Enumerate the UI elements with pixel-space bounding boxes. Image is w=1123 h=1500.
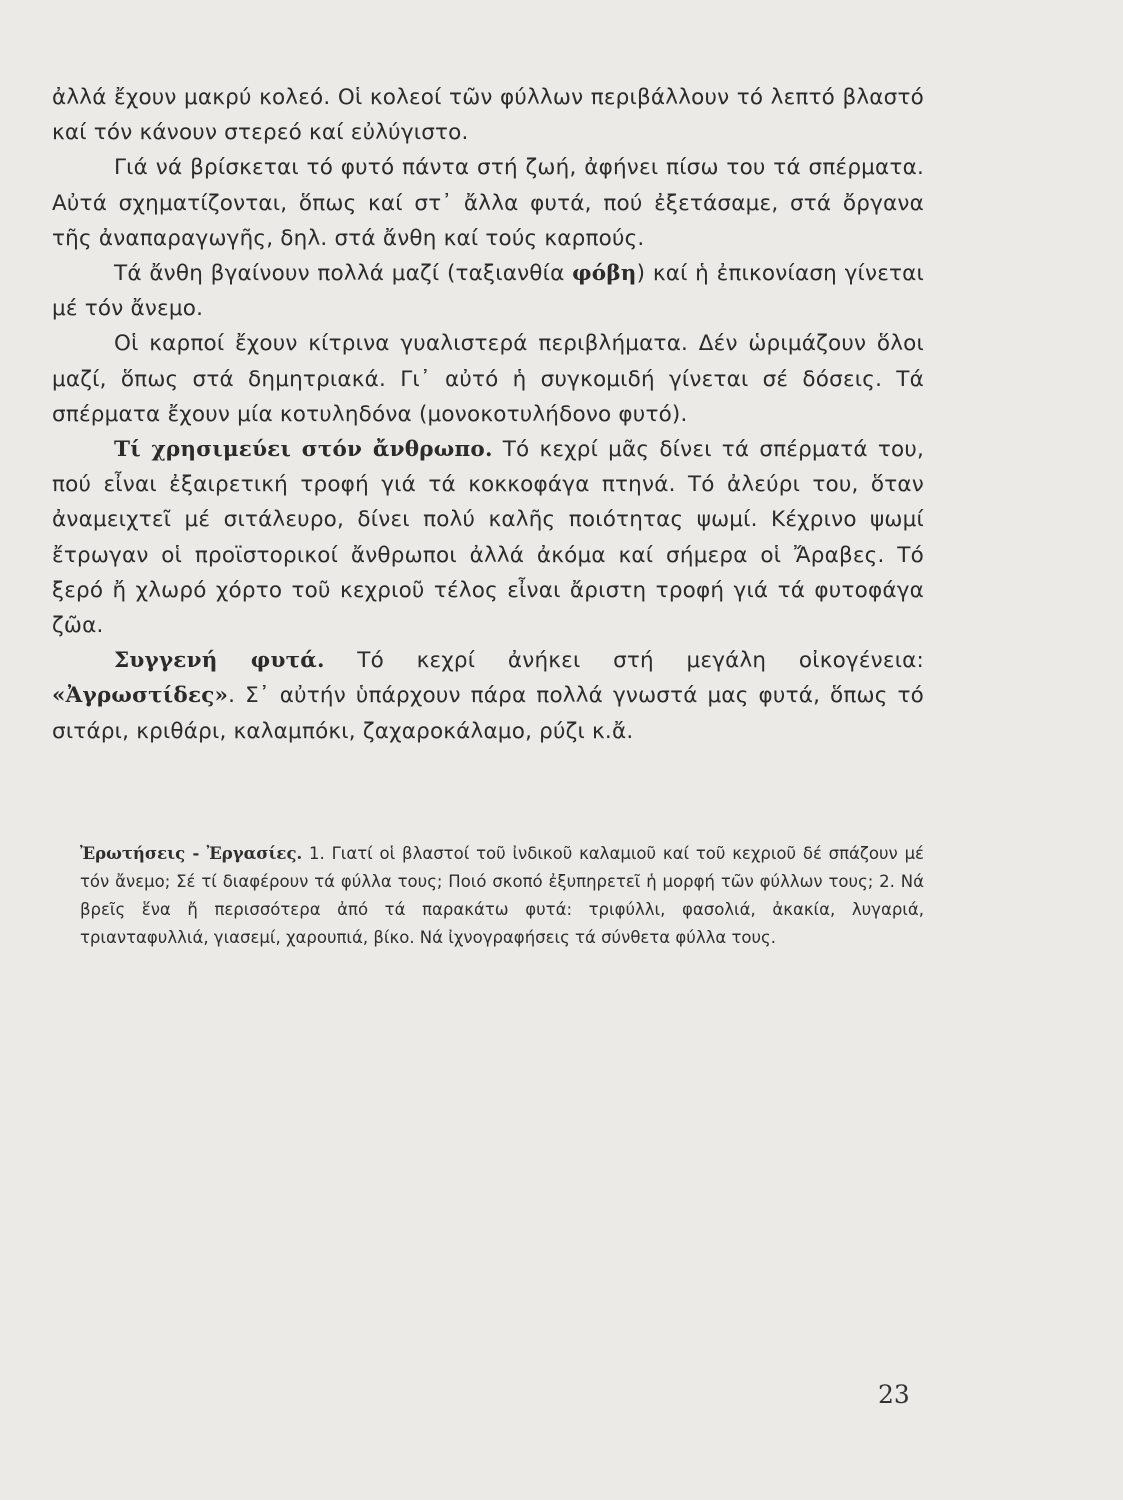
paragraph (52, 326, 924, 432)
page-number: 23 (878, 1380, 910, 1409)
paragraph (52, 432, 924, 643)
paragraph-text: ) καί ἡ ἐπικονίαση γίνεται μέ τόν ἄνεμο. (52, 261, 925, 322)
bold-term: «Ἀγρωστίδες» (52, 683, 229, 709)
bold-term: φόβη (572, 261, 637, 287)
paragraph (52, 80, 924, 150)
questions-heading: Ἐρωτήσεις - Ἐργασίες. (80, 844, 303, 863)
paragraph-text: Γιά νά βρίσκεται τό φυτό πάντα στή ζωή, ἀφήνει πίσω του τά σπέρματα. Αὐτά σχηματίζονται, ὅπως καί στ᾽ ἄλλα φυτά, πού ἐξετάσαμε, στά ὄργανα τῆς ἀναπαραγωγῆς, δηλ. στά ἄνθη καί τούς καρπούς. (52, 155, 924, 251)
paragraph (52, 150, 924, 256)
paragraph-text: . Σ᾽ αὐτήν ὑπάρχουν πάρα πολλά γνωστά μας φυτά, ὅπως τό σιτάρι, κριθάρι, καλαμπόκι, ζαχαροκάλαμο, ρύζι κ.ἄ. (52, 683, 924, 744)
paragraph-text: Τό κεχρί ἀνήκει στή μεγάλη οἰκογένεια: (324, 648, 924, 674)
paragraph (52, 256, 924, 326)
paragraph-text: Οἱ καρποί ἔχουν κίτρινα γυαλιστερά περιβλήματα. Δέν ὡριμάζουν ὅλοι μαζί, ὅπως στά δημητριακά. Γι᾽ αὐτό ἡ συγκομιδή γίνεται σέ δόσεις. Τά σπέρματα ἔχουν μία κοτυληδόνα (μονοκοτυλήδονο φυτό). (52, 331, 924, 427)
paragraph (52, 643, 924, 749)
questions-text: 1. Γιατί οἱ βλαστοί τοῦ ἰνδικοῦ καλαμιοῦ καί τοῦ κεχριοῦ δέ σπάζουν μέ τόν ἄνεμο; Σέ τί διαφέρουν τά φύλλα τους; Ποιό σκοπό ἐξυπηρετεῖ ἡ μορφή τῶν φύλλων τους; 2. Νά βρεῖς ἕνα ἤ περισσότερα ἀπό τά παρακάτω φυτά: τριφύλλι, φασολιά, ἀκακία, λυγαριά, τριανταφυλλιά, γιασεμί, χαρουπιά, βίκο. Νά ἰχνογραφήσεις τά σύνθετα φύλλα τους. (80, 844, 924, 947)
bold-term: Συγγενή φυτά. (114, 648, 325, 674)
body-text (52, 80, 924, 749)
paragraph-text: Τό κεχρί μᾶς δίνει τά σπέρματά του, πού εἶναι ἐξαιρετική τροφή γιά τά κοκκοφάγα πτηνά. Τό ἀλεύρι του, ὅταν ἀναμειχτεῖ μέ σιτάλευρο, δίνει πολύ καλῆς ποιότητας ψωμί. Κέχρινο ψωμί ἔτρωγαν οἱ προϊστορικοί ἄνθρωποι ἀλλά ἀκόμα καί σήμερα οἱ Ἄραβες. Τό ξερό ἤ χλωρό χόρτο τοῦ κεχριοῦ τέλος εἶναι ἄριστη τροφή γιά τά φυτοφάγα ζῶα. (52, 437, 924, 639)
paragraph-text: ἀλλά ἔχουν μακρύ κολεό. Οἱ κολεοί τῶν φύλλων περιβάλλουν τό λεπτό βλαστό καί τόν κάνουν στερεό καί εὐλύγιστο. (52, 85, 924, 146)
questions-exercises (80, 840, 924, 952)
bold-term: Τί χρησιμεύει στόν ἄνθρωπο. (114, 437, 493, 463)
paragraph-text: Τά ἄνθη βγαίνουν πολλά μαζί (ταξιανθία (114, 261, 573, 287)
